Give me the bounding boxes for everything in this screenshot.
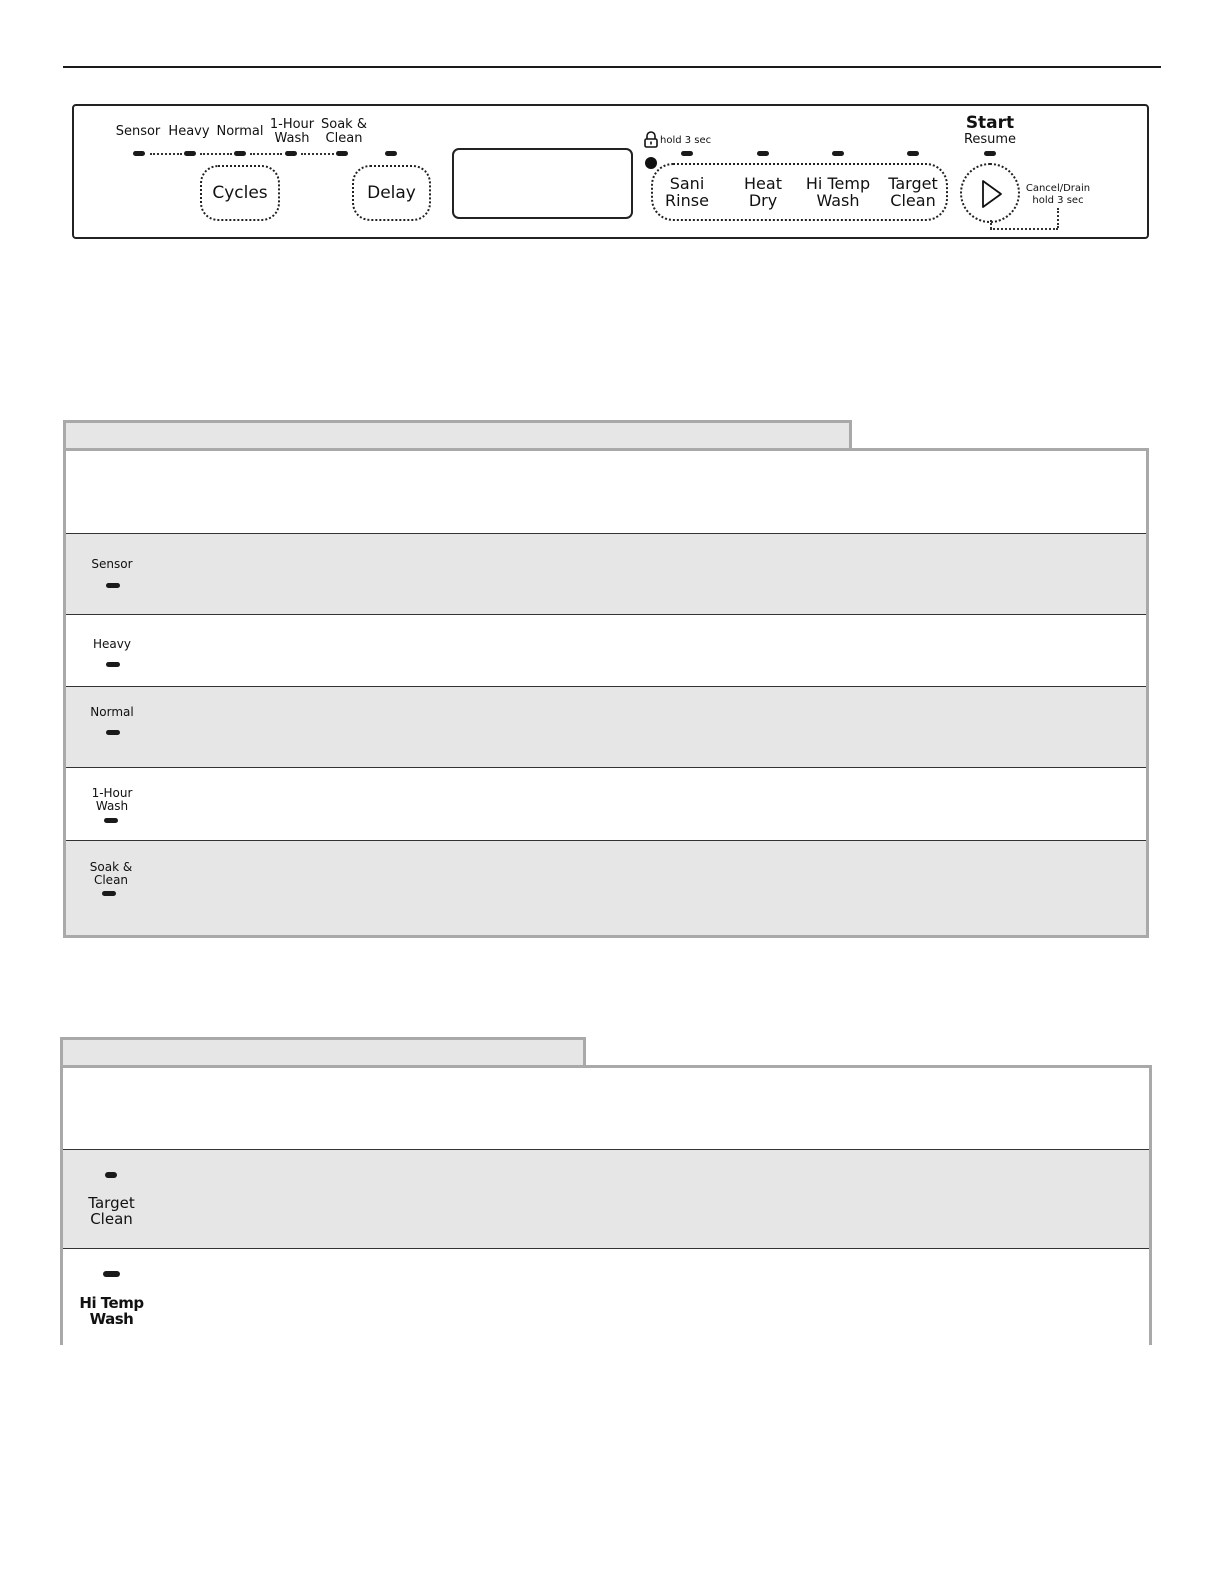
table-row xyxy=(66,614,1146,686)
start-subtitle: Resume xyxy=(963,132,1017,147)
hi-temp-wash-button[interactable]: Hi Temp Wash xyxy=(805,174,871,210)
start-title: Start xyxy=(965,113,1015,133)
cycle-led-normal xyxy=(234,151,246,156)
lock-indicator-dot xyxy=(645,157,657,169)
cancel-drain-label: Cancel/Drain hold 3 sec xyxy=(1025,183,1091,206)
options-table-tab xyxy=(60,1037,586,1067)
cycles-table-tab xyxy=(63,420,852,450)
page-bottom-blank xyxy=(0,1345,1225,1585)
cycle-led-soak-clean xyxy=(336,151,348,156)
start-led xyxy=(984,151,996,156)
cancel-connector xyxy=(990,220,992,229)
lock-hint-label: hold 3 sec xyxy=(660,135,712,146)
target-clean-led xyxy=(907,151,919,156)
delay-button[interactable]: Delay xyxy=(352,165,431,221)
cycle-label-normal: Normal xyxy=(216,124,264,139)
row-led xyxy=(102,891,116,896)
cycle-led-heavy xyxy=(184,151,196,156)
row-label-soak-clean: Soak & Clean xyxy=(89,860,133,887)
heat-dry-button[interactable]: Heat Dry xyxy=(744,174,782,210)
table-row xyxy=(66,767,1146,840)
cycle-label-soak-clean: Soak & Clean xyxy=(321,117,367,146)
row-label-sensor: Sensor xyxy=(91,557,133,571)
cycle-label-sensor: Sensor xyxy=(115,124,161,139)
lock-icon xyxy=(643,131,659,152)
cancel-connector xyxy=(990,228,1058,230)
row-led xyxy=(104,818,118,823)
top-rule xyxy=(63,66,1161,68)
row-label-heavy: Heavy xyxy=(93,637,131,651)
status-display xyxy=(452,148,633,219)
table-row xyxy=(66,686,1146,767)
target-clean-button[interactable]: Target Clean xyxy=(888,174,938,210)
cycle-label-heavy: Heavy xyxy=(168,124,210,139)
start-button[interactable] xyxy=(960,163,1020,223)
table-header-row xyxy=(63,1068,1149,1149)
sani-rinse-led xyxy=(681,151,693,156)
cycle-connector xyxy=(250,153,282,155)
row-led xyxy=(105,1172,117,1178)
hi-temp-wash-led xyxy=(832,151,844,156)
row-led xyxy=(106,730,120,735)
row-led xyxy=(106,583,120,588)
cycles-table xyxy=(63,448,1149,938)
cycle-led-sensor xyxy=(133,151,145,156)
heat-dry-led xyxy=(757,151,769,156)
table-row xyxy=(66,533,1146,614)
delay-led xyxy=(385,151,397,156)
table-row xyxy=(63,1149,1149,1248)
row-label-hi-temp-wash: Hi Temp Wash xyxy=(79,1294,144,1328)
cycles-button[interactable]: Cycles xyxy=(200,165,280,221)
cycle-led-1-hour-wash xyxy=(285,151,297,156)
cycle-connector xyxy=(150,153,182,155)
table-row xyxy=(66,840,1146,935)
row-label-1-hour-wash: 1-Hour Wash xyxy=(91,786,133,813)
options-table xyxy=(60,1065,1152,1365)
table-header-row xyxy=(66,451,1146,533)
cancel-connector xyxy=(1057,208,1059,228)
cycle-connector xyxy=(200,153,232,155)
cycle-label-1-hour-wash: 1-Hour Wash xyxy=(269,117,315,146)
row-label-target-clean: Target Clean xyxy=(88,1194,135,1228)
row-led xyxy=(106,662,120,667)
sani-rinse-button[interactable]: Sani Rinse xyxy=(665,174,709,210)
row-led xyxy=(103,1271,120,1277)
row-label-normal: Normal xyxy=(90,705,134,719)
cycle-connector xyxy=(301,153,334,155)
play-icon xyxy=(980,179,1004,213)
